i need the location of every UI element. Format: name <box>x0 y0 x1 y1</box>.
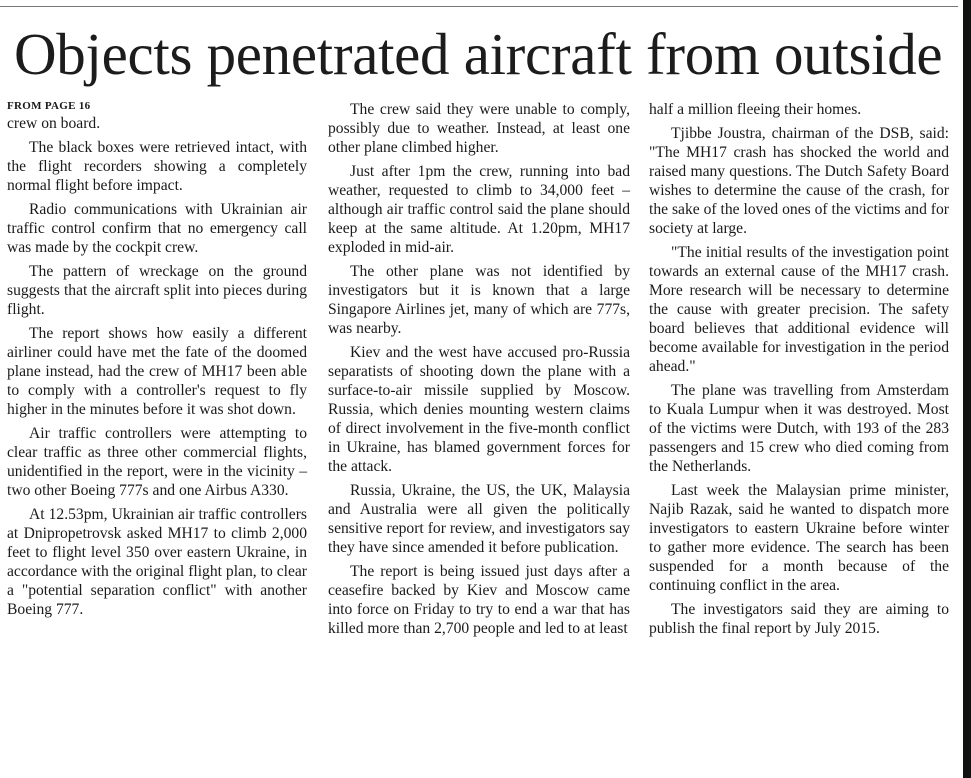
article-column-1 <box>7 100 307 624</box>
article-column-3 <box>649 100 949 643</box>
paragraph: Last week the Malaysian prime minister, Najib Razak, said he wanted to dispatch more investigators to eastern Ukraine before winter to gather more evidence. The search has been suspended for a month because of the continuing conflict in the area. <box>649 482 949 594</box>
paragraph: Radio communications with Ukrainian air traffic control confirm that no emergency call was made by the cockpit crew. <box>7 201 307 256</box>
paragraph: The crew said they were unable to comply, possibly due to weather. Instead, at least one other plane climbed higher. <box>328 101 630 156</box>
paragraph: The investigators said they are aiming to publish the final report by July 2015. <box>649 601 949 637</box>
article-column-2 <box>328 100 630 643</box>
headline: Objects penetrated aircraft from outside <box>14 21 943 87</box>
paragraph: At 12.53pm, Ukrainian air traffic controllers at Dnipropetrovsk asked MH17 to climb 2,000 feet to flight level 350 over eastern Ukraine, in accordance with the original flight plan, to clear a "potential separation conflict" with another Boeing 777. <box>7 506 307 618</box>
paragraph: half a million fleeing their homes. <box>649 101 862 118</box>
paragraph: The other plane was not identified by investigators but it is known that a large Singapore Airlines jet, many of which are 777s, was nearby. <box>328 263 630 337</box>
paragraph: Russia, Ukraine, the US, the UK, Malaysia and Australia were all given the politically sensitive report for review, and investigators say they have since amended it before publication. <box>328 482 630 556</box>
continuation-label: FROM PAGE 16 <box>7 100 91 112</box>
paragraph: Tjibbe Joustra, chairman of the DSB, said: "The MH17 crash has shocked the world and raised many questions. The Dutch Safety Board wishes to determine the cause of the crash, for the sake of the loved ones of the victims and for society at large. <box>649 125 949 237</box>
paragraph: The black boxes were retrieved intact, with the flight recorders showing a completely normal flight before impact. <box>7 139 307 194</box>
paragraph: Just after 1pm the crew, running into bad weather, requested to climb to 34,000 feet – although air traffic control said the plane should keep at the same altitude. At 1.20pm, MH17 exploded in mid-air. <box>328 163 630 256</box>
page-edge <box>963 0 971 778</box>
paragraph: Kiev and the west have accused pro-Russia separatists of shooting down the plane with a surface-to-air missile supplied by Moscow. Russia, which denies mounting western claims of direct involvement in the five-month conflict in Ukraine, has blamed government forces for the attack. <box>328 344 630 475</box>
top-rule <box>0 6 958 7</box>
paragraph: crew on board. <box>7 115 101 132</box>
paragraph: The report is being issued just days after a ceasefire backed by Kiev and Moscow came into force on Friday to try to end a war that has killed more than 2,700 people and led to at least <box>328 563 630 637</box>
paragraph: The plane was travelling from Amsterdam to Kuala Lumpur when it was destroyed. Most of the victims were Dutch, with 193 of the 283 passengers and 15 crew who died coming from the Netherlands. <box>649 382 949 475</box>
paragraph: "The initial results of the investigation point towards an external cause of the MH17 crash. More research will be necessary to determine the cause with greater precision. The safety board believes that additional evidence will become available for investigation in the period ahead." <box>649 244 949 375</box>
paragraph: The pattern of wreckage on the ground suggests that the aircraft split into pieces during flight. <box>7 263 307 318</box>
paragraph: The report shows how easily a different airliner could have met the fate of the doomed plane instead, had the crew of MH17 been able to comply with a controller's request to fly higher in the minutes before it was shot down. <box>7 325 307 418</box>
paragraph: Air traffic controllers were attempting to clear traffic as three other commercial flights, unidentified in the report, were in the vicinity – two other Boeing 777s and one Airbus A330. <box>7 425 307 499</box>
